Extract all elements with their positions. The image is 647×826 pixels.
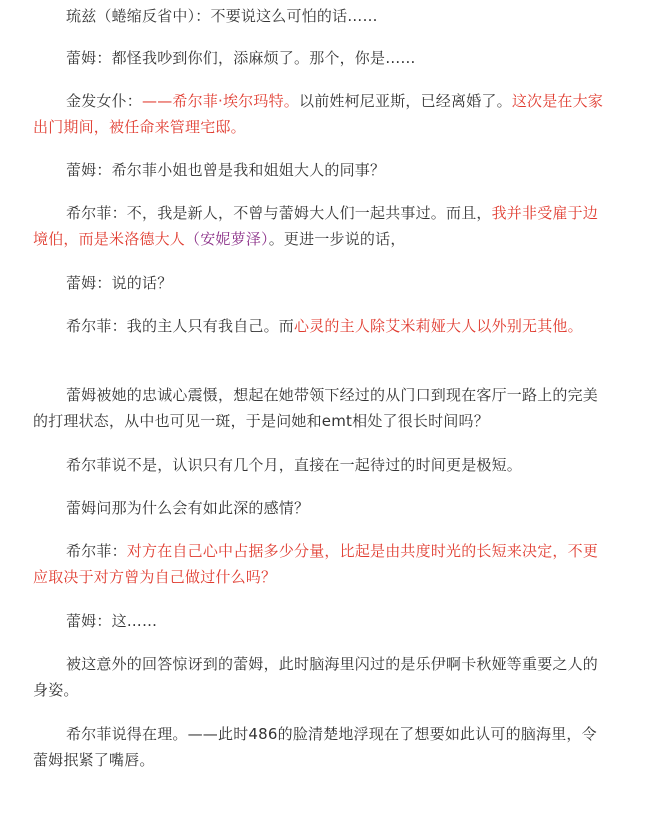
paragraph-maid-intro <box>33 88 603 140</box>
highlight-red: 心灵的主人除艾米莉娅大人以外别无其他。 <box>294 317 583 335</box>
paragraph-sylphy-master <box>33 313 603 339</box>
text-segment: 希尔菲：不，我是新人，不曾与蕾姆大人们一起共事过。而且， <box>66 204 492 222</box>
text-segment: 希尔菲：我的主人只有我自己。而 <box>66 317 295 335</box>
highlight-red: ——希尔菲·埃尔玛特。 <box>142 92 299 110</box>
text-segment: 希尔菲： <box>66 542 127 560</box>
paragraph-rem-this <box>33 608 603 634</box>
text-segment: 。更进一步说的话， <box>268 230 406 248</box>
highlight-red: 对方在自己心中占据多少分量，比起是由共度时光的长短来决定，不更应取决于对方曾为自己做过什么吗？ <box>33 542 599 586</box>
paragraph-sylphy-employer <box>33 200 603 252</box>
text-segment: 希尔菲说得在理。——此时486的脸清楚地浮现在了想要如此认可的脑海里，令蕾姆抿紧了嘴唇。 <box>33 725 597 769</box>
text-segment: 被这意外的回答惊讶到的蕾姆，此时脑海里闪过的是乐伊啊卡秋娅等重要之人的身姿。 <box>33 655 599 699</box>
text-segment: 蕾姆：希尔菲小姐也曾是我和姐姐大人的同事？ <box>66 161 386 179</box>
paragraph-sylphy-answer <box>33 538 603 590</box>
text-segment: 希尔菲说不是，认识只有几个月，直接在一起待过的时间更是极短。 <box>66 456 523 474</box>
paragraph-sylphy-short-time <box>33 452 603 478</box>
paragraph-rem-prompt <box>33 270 603 296</box>
text-segment: 以前姓柯尼亚斯，已经离婚了。 <box>299 92 512 110</box>
text-segment: 蕾姆：这…… <box>66 612 158 630</box>
text-segment: 蕾姆：说的话？ <box>66 274 173 292</box>
text-segment: 金发女仆： <box>66 92 143 110</box>
text-segment: 琉兹（蜷缩反省中）：不要说这么可怕的话…… <box>66 7 378 25</box>
text-segment: 蕾姆：都怪我吵到你们，添麻烦了。那个，你是…… <box>66 49 416 67</box>
highlight-purple: （安妮萝泽） <box>185 230 269 248</box>
text-segment: 蕾姆被她的忠诚心震慑，想起在她带领下经过的从门口到现在客厅一路上的完美的打理状态，从中也可见一斑，于是问她和emt相处了很长时间吗？ <box>33 386 599 430</box>
paragraph-rem-apology <box>33 45 603 71</box>
highlight-red: 我并非受雇于边境伯，而是米洛德大人 <box>33 204 599 248</box>
paragraph-rem-surprised <box>33 651 603 703</box>
paragraph-rem-lips <box>33 721 603 773</box>
paragraph-rem-impressed <box>33 382 603 434</box>
highlight-red: 这次是在大家出门期间，被任命来管理宅邸。 <box>33 92 604 136</box>
text-segment: 蕾姆问那为什么会有如此深的感情？ <box>66 499 310 517</box>
paragraph-rem-question <box>33 157 603 183</box>
paragraph-ruz-line <box>33 3 603 29</box>
paragraph-rem-why <box>33 495 603 521</box>
